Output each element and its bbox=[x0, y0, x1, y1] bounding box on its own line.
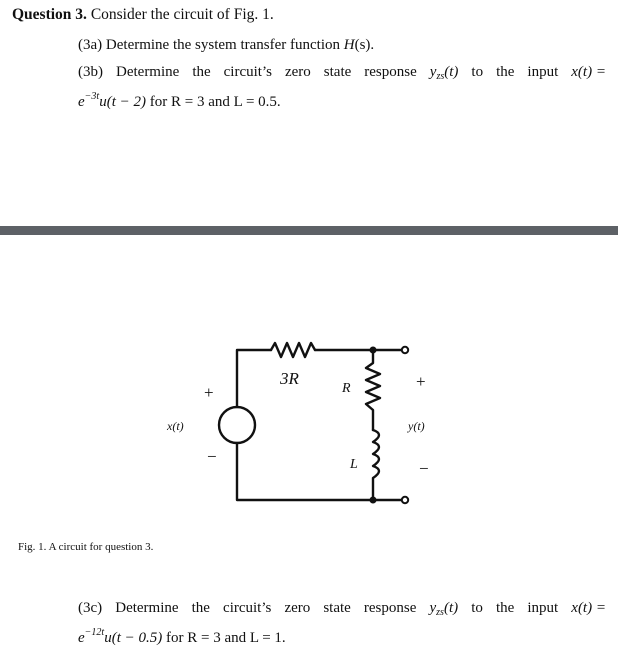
resistor-r-symbol bbox=[366, 350, 380, 430]
part-b-word: Determine bbox=[116, 64, 180, 80]
part-a bbox=[78, 37, 374, 54]
voltage-source-symbol bbox=[219, 407, 255, 443]
part-c-response-symbol: y bbox=[429, 600, 437, 616]
label-output: y(t) bbox=[408, 419, 425, 433]
question-number: Question 3. bbox=[12, 6, 87, 23]
part-c-word: zero bbox=[284, 600, 311, 616]
part-b-label: (3b) bbox=[78, 64, 103, 80]
node-top bbox=[370, 347, 377, 354]
source-minus: − bbox=[207, 447, 217, 466]
part-b-condition: for R = 3 and L = 0.5. bbox=[149, 94, 281, 110]
part-a-label: (3a) bbox=[78, 37, 103, 53]
part-c-word: circuit’s bbox=[223, 600, 272, 616]
wire-left-top bbox=[237, 350, 271, 407]
question-title bbox=[12, 6, 274, 24]
source-plus: + bbox=[204, 383, 214, 402]
label-source: x(t) bbox=[167, 419, 184, 433]
part-c-label: (3c) bbox=[78, 600, 103, 616]
part-c-response-sub: zs bbox=[436, 607, 444, 618]
part-a-text: Determine the system transfer function bbox=[105, 37, 340, 53]
part-c-word: Determine bbox=[115, 600, 179, 616]
label-l: L bbox=[350, 457, 358, 472]
part-c-word: the bbox=[495, 600, 515, 616]
part-b-response-arg: (t) bbox=[444, 64, 459, 80]
node-bottom bbox=[370, 497, 377, 504]
part-b-word: response bbox=[364, 64, 417, 80]
part-b-line-2 bbox=[78, 91, 281, 111]
part-b-word: to bbox=[471, 64, 484, 80]
part-a-func-arg: (s). bbox=[354, 37, 375, 53]
figure-caption: Fig. 1. A circuit for question 3. bbox=[18, 541, 154, 553]
terminal-bottom-open bbox=[402, 497, 408, 503]
part-b-line-1 bbox=[78, 64, 606, 82]
part-b-exp-power: −3t bbox=[84, 91, 100, 102]
resistor-3r-symbol bbox=[271, 343, 315, 357]
part-c-response-arg: (t) bbox=[443, 600, 459, 616]
part-b-input: x(t) = bbox=[571, 64, 606, 80]
part-b-word: zero bbox=[284, 64, 311, 80]
inductor-l-symbol bbox=[373, 430, 379, 500]
part-b-word: state bbox=[323, 64, 352, 80]
part-c-input: x(t) = bbox=[571, 600, 606, 616]
part-c-word: response bbox=[363, 600, 417, 616]
part-b-response bbox=[430, 64, 459, 82]
label-r: R bbox=[342, 381, 351, 396]
part-c-word: state bbox=[323, 600, 351, 616]
part-c-input-rest: u(t − 0.5) bbox=[104, 630, 163, 646]
output-plus: + bbox=[416, 372, 426, 391]
part-c-exp-base: e bbox=[78, 630, 85, 646]
part-b-word: the bbox=[192, 64, 211, 80]
part-b-word: the bbox=[496, 64, 515, 80]
label-3r: 3R bbox=[280, 369, 299, 388]
part-c-word: to bbox=[471, 600, 483, 616]
part-b-word: input bbox=[527, 64, 559, 80]
part-c-line-1 bbox=[78, 600, 606, 618]
circuit-diagram bbox=[140, 330, 430, 520]
part-b-exp-base: e bbox=[78, 94, 85, 110]
part-c-condition: for R = 3 and L = 1. bbox=[165, 630, 286, 646]
part-b-input-rest: u(t − 2) bbox=[99, 94, 146, 110]
part-b-response-symbol: y bbox=[429, 64, 437, 80]
part-c-word: the bbox=[191, 600, 210, 616]
part-b-response-sub: zs bbox=[436, 71, 445, 82]
question-intro: Consider the circuit of Fig. 1. bbox=[90, 6, 274, 23]
part-b-word: circuit’s bbox=[223, 64, 272, 80]
part-a-func: H bbox=[343, 37, 355, 53]
part-c-word: input bbox=[527, 600, 559, 616]
part-c-response bbox=[429, 600, 458, 618]
part-c-exp-power: −12t bbox=[84, 627, 105, 638]
part-c-line-2 bbox=[78, 627, 286, 647]
terminal-top-open bbox=[402, 347, 408, 353]
output-minus: − bbox=[419, 459, 429, 478]
page-divider bbox=[0, 226, 618, 235]
